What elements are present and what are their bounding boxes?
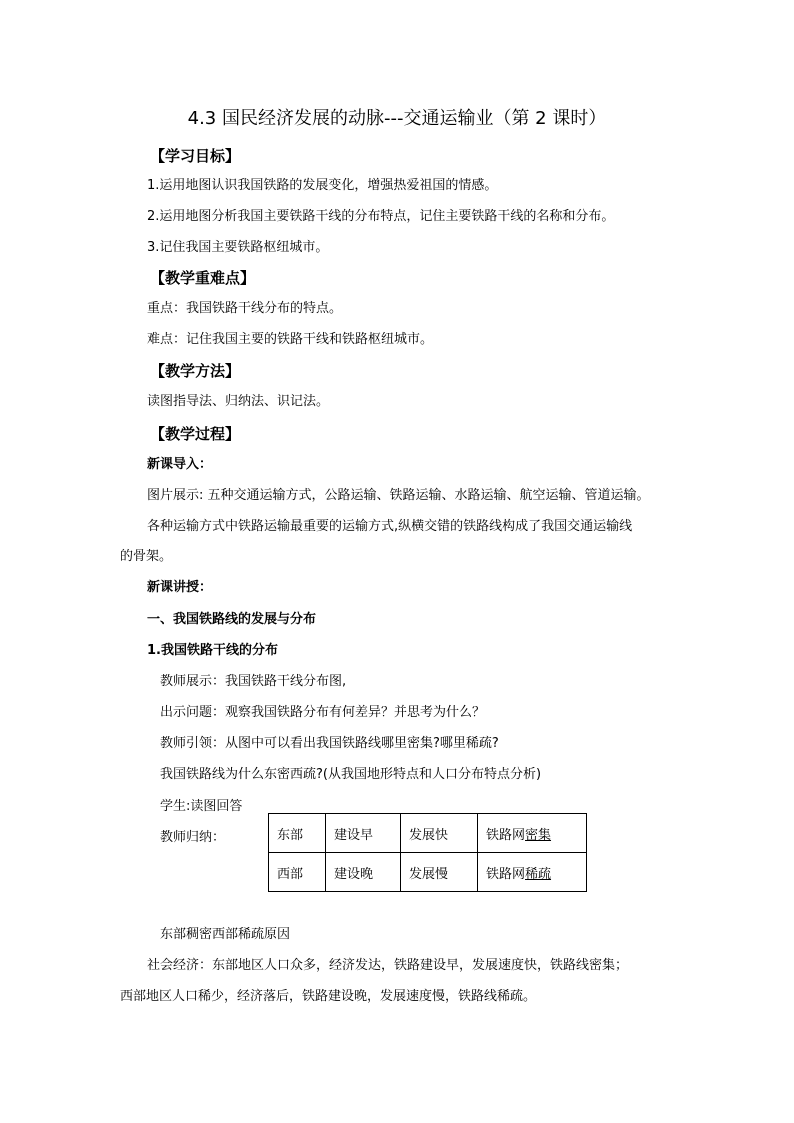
part1-heading: 一、我国铁路线的发展与分布 bbox=[147, 612, 317, 627]
table-cell-build: 建设早 bbox=[326, 814, 401, 853]
table-cell-network bbox=[478, 814, 587, 853]
table-cell-region: 西部 bbox=[269, 853, 326, 892]
network-label: 铁路网 bbox=[486, 827, 526, 843]
network-emphasis: 密集 bbox=[525, 827, 552, 843]
section-heading-keypoints: 【教学重难点】 bbox=[150, 269, 256, 287]
intro-text: 图片展示: 五种交通运输方式，公路运输、铁路运输、水路运输、航空运输、管道运输。 bbox=[147, 488, 650, 503]
keypoint-item: 重点：我国铁路干线分布的特点。 bbox=[147, 301, 343, 316]
socio-economic-text: 社会经济：东部地区人口众多，经济发达，铁路建设早，发展速度快，铁路线密集； bbox=[147, 958, 629, 973]
summary-table bbox=[268, 813, 587, 892]
intro-paragraph-cont: 的骨架。 bbox=[120, 549, 173, 564]
intro-paragraph: 各种运输方式中铁路运输最重要的运输方式,纵横交错的铁路线构成了我国交通运输线 bbox=[147, 519, 633, 534]
objective-item: 3.记住我国主要铁路枢纽城市。 bbox=[147, 240, 329, 255]
socio-economic-text-cont: 西部地区人口稀少，经济落后，铁路建设晚，发展速度慢，铁路线稀疏。 bbox=[120, 989, 537, 1004]
teacher-summary-label: 教师归纳： bbox=[160, 830, 226, 845]
section-heading-process: 【教学过程】 bbox=[150, 425, 241, 443]
why-question: 我国铁路线为什么东密西疏?(从我国地形特点和人口分布特点分析) bbox=[160, 767, 542, 782]
table-cell-develop: 发展快 bbox=[401, 814, 478, 853]
section-heading-objectives: 【学习目标】 bbox=[150, 147, 241, 165]
network-label: 铁路网 bbox=[486, 866, 526, 882]
network-emphasis: 稀疏 bbox=[525, 866, 552, 882]
teacher-show: 教师展示：我国铁路干线分布图, bbox=[160, 674, 347, 689]
table-cell-develop: 发展慢 bbox=[401, 853, 478, 892]
table-cell-network bbox=[478, 853, 587, 892]
table-cell-region: 东部 bbox=[269, 814, 326, 853]
intro-heading: 新课导入： bbox=[147, 457, 213, 472]
reason-heading: 东部稠密西部稀疏原因 bbox=[160, 927, 291, 942]
lecture-heading: 新课讲授： bbox=[147, 580, 213, 595]
table-row bbox=[269, 853, 587, 892]
section-heading-methods: 【教学方法】 bbox=[150, 362, 241, 380]
table-cell-build: 建设晚 bbox=[326, 853, 401, 892]
table-row bbox=[269, 814, 587, 853]
student-text: 学生:读图回答 bbox=[160, 799, 243, 814]
methods-text: 读图指导法、归纳法、识记法。 bbox=[147, 394, 330, 409]
page-title: 4.3 国民经济发展的动脉---交通运输业（第 2 课时） bbox=[187, 108, 607, 129]
sub1-heading: 1.我国铁路干线的分布 bbox=[147, 643, 278, 658]
objective-item: 1.运用地图认识我国铁路的发展变化，增强热爱祖国的情感。 bbox=[147, 178, 498, 193]
teacher-guide: 教师引领：从图中可以看出我国铁路线哪里密集?哪里稀疏? bbox=[160, 736, 499, 751]
question-text: 出示问题：观察我国铁路分布有何差异？并思考为什么？ bbox=[160, 705, 486, 720]
keypoint-item: 难点：记住我国主要的铁路干线和铁路枢纽城市。 bbox=[147, 332, 434, 347]
objective-item: 2.运用地图分析我国主要铁路干线的分布特点，记住主要铁路干线的名称和分布。 bbox=[147, 209, 615, 224]
